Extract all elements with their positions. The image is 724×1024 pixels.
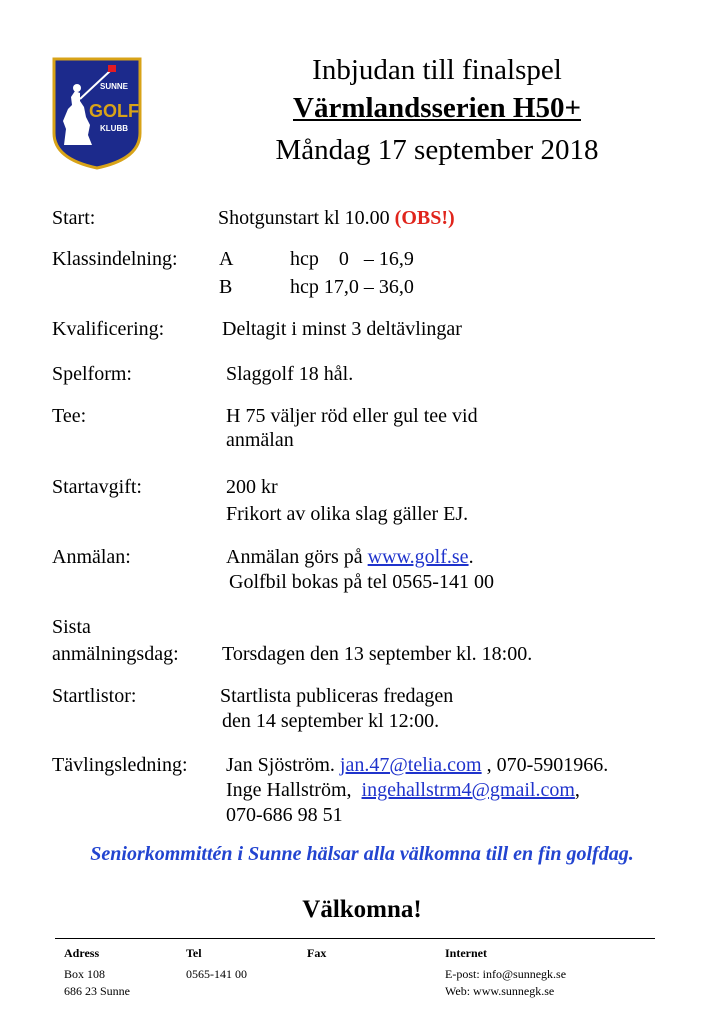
startlistor-line1: Startlista publiceras fredagen	[220, 685, 454, 707]
klass-b: B	[219, 276, 233, 298]
title-line-3: Måndag 17 september 2018	[275, 134, 599, 166]
anmalan-line2: Golfbil bokas på tel 0565-141 00	[229, 571, 494, 593]
spelform-value: Slaggolf 18 hål.	[226, 363, 354, 385]
golf-se-link[interactable]: www.golf.se	[367, 546, 469, 568]
title-line-1: Inbjudan till finalspel	[312, 54, 562, 86]
tee-line1: H 75 väljer röd eller gul tee vid	[226, 405, 478, 427]
footer-tel-label: Tel	[186, 946, 202, 960]
ledning-p1-name: Jan Sjöström.	[226, 754, 340, 776]
klass-b-hcp: hcp 17,0 – 36,0	[290, 276, 414, 298]
ledning-label: Tävlingsledning:	[52, 754, 188, 776]
kval-label: Kvalificering:	[52, 318, 165, 340]
ledning-p1-phone: , 070-5901966.	[481, 754, 609, 776]
avgift-line2: Frikort av olika slag gäller EJ.	[226, 503, 469, 525]
startlistor-line2: den 14 september kl 12:00.	[222, 710, 440, 732]
klass-a: A	[219, 248, 234, 270]
title-line-2: Värmlandsserien H50+	[293, 92, 581, 124]
footer-web: Web: www.sunnegk.se	[445, 984, 555, 998]
footer-adress-label: Adress	[64, 946, 100, 960]
ledning-p2-suffix: ,	[574, 779, 580, 801]
logo-text-klubb: KLUBB	[100, 124, 128, 133]
footer-tel-value: 0565-141 00	[186, 967, 247, 981]
tee-line2: anmälan	[226, 429, 294, 451]
start-label: Start:	[52, 207, 96, 229]
logo-text-golf: GOLF	[89, 101, 139, 121]
start-time: Shotgunstart kl 10.00	[218, 207, 390, 229]
footer-divider	[55, 938, 655, 939]
footer-adress	[64, 966, 130, 1000]
footer-email: E-post: info@sunnegk.se	[445, 967, 567, 981]
anmalan-label: Anmälan:	[52, 546, 131, 568]
kval-value: Deltagit i minst 3 deltävlingar	[222, 318, 462, 340]
avgift-label: Startavgift:	[52, 476, 142, 498]
logo-text-sunne: SUNNE	[99, 82, 129, 91]
footer-internet-label: Internet	[445, 946, 487, 960]
ledning-person-2	[226, 778, 580, 802]
footer-adress-line2: 686 23 Sunne	[64, 984, 130, 998]
tee-label: Tee:	[52, 405, 87, 427]
sista-value: Torsdagen den 13 september kl. 18:00.	[222, 643, 533, 665]
anmalan-suffix: .	[468, 546, 474, 568]
welcome-text: Välkomna!	[302, 896, 422, 923]
start-value	[218, 206, 455, 230]
ledning-person-1	[226, 753, 608, 777]
footer-adress-line1: Box 108	[64, 967, 106, 981]
avgift-line1: 200 kr	[226, 476, 278, 498]
club-logo	[50, 55, 144, 171]
jan-email-link[interactable]: jan.47@telia.com	[339, 754, 482, 776]
closing-message: Seniorkommittén i Sunne hälsar alla välkomna till en fin golfdag.	[90, 843, 634, 865]
footer-internet	[445, 966, 566, 1000]
klass-a-hcp: hcp 0 – 16,9	[290, 248, 414, 270]
anmalan-prefix: Anmälan görs på	[226, 546, 368, 568]
footer-fax-label: Fax	[307, 946, 327, 960]
klass-label: Klassindelning:	[52, 248, 178, 270]
inge-email-link[interactable]: ingehallstrm4@gmail.com	[361, 779, 575, 801]
startlistor-label: Startlistor:	[52, 685, 137, 707]
obs-note: (OBS!)	[394, 207, 455, 229]
anmalan-line1	[226, 545, 474, 569]
ledning-p2-name: Inge Hallström,	[226, 779, 362, 801]
sista-label-1: Sista	[52, 616, 91, 638]
spelform-label: Spelform:	[52, 363, 132, 385]
ledning-p2-phone: 070-686 98 51	[226, 804, 343, 826]
sista-label-2: anmälningsdag:	[52, 643, 179, 665]
